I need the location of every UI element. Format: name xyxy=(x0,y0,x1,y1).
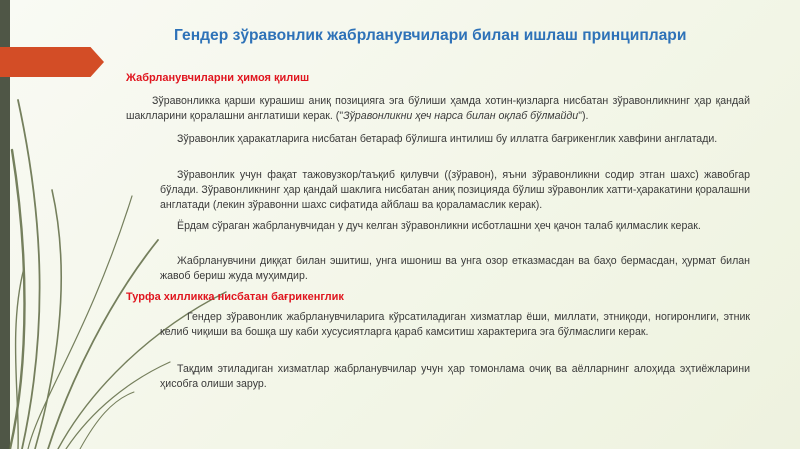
bullet-item xyxy=(160,362,750,392)
bullet-text: Жабрланувчини диққат билан эшитиш, унга ишониш ва унга озор етказмасдан ва баҳо бермасдан, ҳурмат билан жавоб бериш жуда муҳимдир. xyxy=(160,255,750,282)
intro-end: "). xyxy=(578,110,589,122)
intro-text: Зўравонликка қарши курашиш аниқ позицияга эга бўлиши ҳамда хотин-қизларга нисбатан зўравонликнинг ҳар қандай шаклларини қоралашни англатиши керак. (" xyxy=(126,95,750,122)
bullet-item xyxy=(160,168,750,213)
intro-italic-quote: Зўравонликни ҳеч нарса билан оқлаб бўлмайди xyxy=(343,110,579,122)
bullet-text: Ёрдам сўраган жабрланувчидан у дуч келган зўравонликни исботлашни ҳеч қачон талаб қилмаслик керак. xyxy=(177,220,701,232)
slide-title: Гендер зўравонлик жабрланувчилари билан ишлаш принциплари xyxy=(174,27,687,44)
section-heading-tolerance: Турфа хилликка нисбатан бағрикенглик xyxy=(126,291,344,303)
intro-paragraph xyxy=(126,94,750,124)
bullet-item xyxy=(160,132,750,147)
bullet-item xyxy=(160,310,750,340)
bullet-item xyxy=(160,254,750,284)
bullet-item xyxy=(160,219,750,234)
bullet-text: Зўравонлик учун фақат тажовузкор/таъқиб қилувчи ((зўравон), яъни зўравонликни содир этган шахс) жавобгар бўлади. Зўравонликнинг ҳар қандай шаклига нисбатан аниқ позицияда бўлиш зўравонлик хатти-ҳаракатини қоралашни англатади (лекин зўравонни шахс сифатида айблаш ва қораламаслик керак). xyxy=(160,169,750,211)
bullet-text: Зўравонлик ҳаракатларига нисбатан бетараф бўлишга интилиш бу иллатга бағрикенглик хавфини англатади. xyxy=(177,133,718,145)
bullet-text: Гендер зўравонлик жабрланувчиларига кўрсатиладиган хизматлар ёши, миллати, этниқоди, ногиронлиги, этник келиб чиқиши ва бошқа шу каби хусусиятларга қараб камситиш характерига эга бўлмаслиги керак. xyxy=(160,311,750,338)
section-heading-protection: Жабрланувчиларни ҳимоя қилиш xyxy=(126,72,310,84)
title-arrow-tab xyxy=(0,47,104,77)
bullet-text: Тақдим этиладиган хизматлар жабрланувчилар учун ҳар томонлама очиқ ва аёлларнинг алоҳида эҳтиёжларини ҳисобга олиши зарур. xyxy=(160,363,750,390)
